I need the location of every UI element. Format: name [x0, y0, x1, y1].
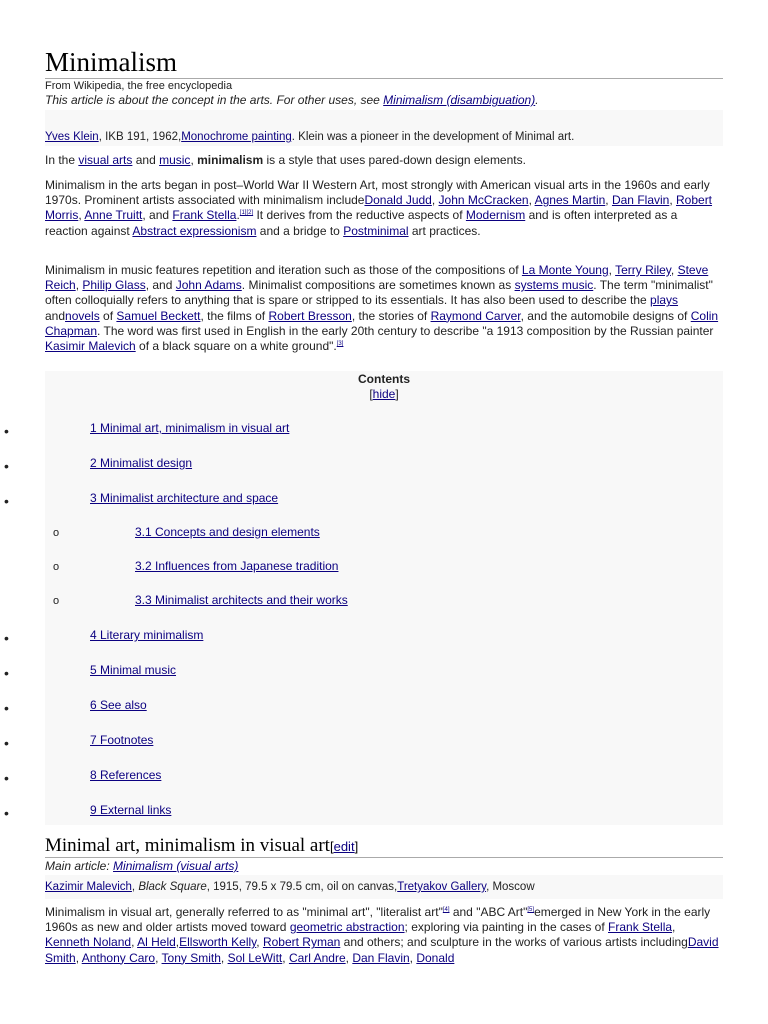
link-music[interactable]: music — [159, 153, 191, 167]
link-dan-flavin[interactable]: Dan Flavin — [611, 193, 670, 208]
hatnote-end: . — [535, 93, 539, 107]
link-anne-truitt[interactable]: Anne Truitt — [84, 208, 143, 223]
text: It derives from the reductive aspects of — [253, 208, 466, 223]
link-anthony-caro[interactable]: Anthony Caro — [81, 950, 156, 965]
toc-subitem[interactable]: 3.3 Minimalist architects and their works — [135, 593, 348, 607]
link-geometric-abstraction[interactable]: geometric abstraction — [289, 920, 405, 935]
text: is a style that uses pared-down design elements. — [263, 153, 526, 167]
image-caption — [45, 131, 574, 143]
text: and — [45, 308, 66, 323]
circle-bullet-icon: o — [53, 595, 60, 607]
caption-link-yves-klein[interactable]: Yves Klein — [45, 131, 99, 143]
link-samuel-beckett[interactable]: Samuel Beckett — [116, 308, 201, 323]
image-caption — [45, 881, 535, 893]
link-postminimal[interactable]: Postminimal — [343, 223, 409, 238]
toc-item[interactable]: 4 Literary minimalism — [90, 628, 204, 642]
link-la-monte-young[interactable]: La Monte Young — [521, 263, 609, 277]
bullet-icon: • — [4, 700, 9, 716]
link-visual-arts[interactable]: visual arts — [78, 153, 133, 167]
link-tony-smith[interactable]: Tony Smith — [161, 950, 221, 965]
link-dan-flavin[interactable]: Dan Flavin — [352, 950, 410, 965]
link-modernism[interactable]: Modernism — [465, 208, 526, 223]
main-article-label: Main article: — [45, 859, 114, 873]
text: of — [99, 308, 117, 323]
text: emerged in New York in the early 1960s as new and older artists moved toward — [45, 905, 711, 935]
citation-link[interactable]: [4] — [442, 907, 450, 913]
text: , — [131, 881, 139, 893]
link-abstract-expressionism[interactable]: Abstract expressionism — [132, 223, 257, 238]
text: and is often interpreted as a reaction against — [45, 208, 678, 238]
citation-link[interactable]: [5] — [527, 907, 535, 913]
link-terry-riley[interactable]: Terry Riley — [615, 263, 671, 277]
link-john-adams[interactable]: John Adams — [175, 278, 242, 293]
caption-link-monochrome[interactable]: Monochrome painting — [181, 131, 292, 143]
text: , Moscow — [486, 881, 535, 893]
link-sol-lewitt[interactable]: Sol LeWitt — [227, 950, 283, 965]
text: art practices. — [408, 223, 481, 238]
toc-hide-link[interactable]: hide — [372, 387, 396, 401]
bullet-icon: • — [4, 805, 9, 821]
intro-paragraph-3: Minimalism in music features repetition and iteration such as those of the compositions of La Monte Young, Terry Riley, Steve Reich, Philip Glass, and John Adams. Minimalist compositions are sometimes known as systems music. The term "minimalist" often colloquially refers to anything that is spare or stripped to its essentials. It has also been used to describe the plays andnovels of Samuel Beckett, the films of Robert Bresson, the stories of Raymond Carver, and the automobile designs of Colin Chapman. The word was first used in English in the early 20th century to describe "a 1913 composition by the Russian painter Kasimir Malevich of a black square on a white ground".[3] — [45, 263, 719, 354]
toc-item[interactable]: 7 Footnotes — [90, 733, 154, 747]
intro-paragraph-1 — [45, 153, 723, 168]
link-frank-stella[interactable]: Frank Stella — [172, 208, 237, 223]
bullet-icon: • — [4, 770, 9, 786]
text: Minimalism in the arts began in post–World War II Western Art, most strongly with American visual arts in the 1960s and early 1970s. Prominent artists associated with minimalism include — [45, 178, 710, 208]
link-agnes-martin[interactable]: Agnes Martin — [534, 193, 606, 208]
toc-hide-toggle: [hide] — [369, 387, 399, 401]
text: , the films of — [200, 308, 269, 323]
section-heading — [45, 834, 358, 859]
text: In the — [45, 153, 79, 167]
link-philip-glass[interactable]: Philip Glass — [82, 278, 146, 293]
link-plays[interactable]: plays — [650, 293, 679, 308]
toc-item[interactable]: 1 Minimal art, minimalism in visual art — [90, 421, 290, 435]
link-steve-reich[interactable]: Steve Reich — [45, 263, 709, 293]
toc-subitem[interactable]: 3.2 Influences from Japanese tradition — [135, 559, 339, 573]
text: , — [190, 153, 198, 167]
link-john-mccracken[interactable]: John McCracken — [438, 193, 529, 208]
caption-text: . Klein was a pioneer in the development of Minimal art. — [291, 131, 575, 143]
bold-term: minimalism — [197, 153, 264, 167]
text: ; exploring via painting in the cases of — [404, 920, 609, 935]
toc-item[interactable]: 2 Minimalist design — [90, 456, 193, 470]
text: Minimalism in music features repetition and iteration such as those of the compositions of — [45, 263, 522, 277]
toc-item[interactable]: 9 External links — [90, 803, 172, 817]
link-al-held[interactable]: Al Held — [137, 935, 176, 950]
text: and — [132, 153, 160, 167]
edit-link[interactable]: edit — [333, 839, 355, 854]
toc-item[interactable]: 8 References — [90, 768, 162, 782]
citation-link[interactable]: [3] — [336, 341, 344, 348]
link-carl-andre[interactable]: Carl Andre — [288, 950, 346, 965]
link-david-smith[interactable]: David Smith — [45, 935, 719, 965]
caption-link-tretyakov[interactable]: Tretyakov Gallery — [397, 881, 487, 893]
hatnote — [45, 93, 539, 107]
link-frank-stella[interactable]: Frank Stella — [608, 920, 673, 935]
artwork-title: Black Square — [138, 881, 207, 893]
bullet-icon: • — [4, 735, 9, 751]
text: , the stories of — [351, 308, 431, 323]
hatnote-text: This article is about the concept in the arts. For other uses, see — [45, 93, 384, 107]
bullet-icon: • — [4, 493, 9, 509]
link-ellsworth-kelly[interactable]: Ellsworth Kelly — [179, 935, 257, 950]
text: , and the automobile designs of — [520, 308, 691, 323]
site-subtitle: From Wikipedia, the free encyclopedia — [45, 80, 233, 92]
link-donald-judd[interactable]: Donald Judd — [364, 193, 432, 208]
link-kenneth-noland[interactable]: Kenneth Noland — [45, 935, 132, 950]
link-novels[interactable]: novels — [65, 308, 100, 323]
intro-paragraph-2: Minimalism in the arts began in post–World War II Western Art, most strongly with American visual arts in the 1960s and early 1970s. Prominent artists associated with minimalism includeDonald Judd, John McCracken, Agnes Martin, Dan Flavin, Robert Morris, Anne Truitt, and Frank Stella.[1][2] It derives from the reductive aspects of Modernism and is often interpreted as a reaction against Abstract expressionism and a bridge to Postminimal art practices. — [45, 178, 713, 238]
bullet-icon: • — [4, 423, 9, 439]
section-divider — [45, 857, 723, 858]
link-robert-ryman[interactable]: Robert Ryman — [262, 935, 341, 950]
disambiguation-link[interactable]: Minimalism (disambiguation) — [383, 93, 536, 107]
bullet-icon: • — [4, 458, 9, 474]
section-paragraph: Minimalism in visual art, generally referred to as "minimal art", "literalist art"[4] and "ABC Art"[5]emerged in New York in the early 1960s as new and older artists moved toward geometric abstraction; exploring via painting in the cases of Frank Stella, Kenneth Noland, Al Held,Ellsworth Kelly, Robert Ryman and others; and sculpture in the works of various artists includingDavid Smith, Anthony Caro, Tony Smith, Sol LeWitt, Carl Andre, Dan Flavin, Donald — [45, 905, 719, 965]
toc-title: Contents — [358, 372, 410, 386]
toc-subitem[interactable]: 3.1 Concepts and design elements — [135, 525, 320, 539]
text: , 1915, 79.5 x 79.5 cm, oil on canvas, — [206, 881, 398, 893]
text: and a bridge to — [256, 223, 344, 238]
title-divider — [45, 78, 723, 79]
link-donald[interactable]: Donald — [416, 950, 455, 965]
toc-item[interactable]: 5 Minimal music — [90, 663, 177, 677]
caption-link-kazimir-malevich[interactable]: Kazimir Malevich — [45, 881, 132, 893]
text: Minimalism in visual art, generally referred to as "minimal art", "literalist art" — [45, 905, 443, 919]
main-article-note — [45, 859, 238, 873]
text: . The word was first used in English in the early 20th century to describe "a 1913 composition by the Russian painter — [97, 323, 714, 338]
citation-link[interactable]: [1][2] — [239, 210, 254, 217]
link-systems-music[interactable]: systems music — [514, 278, 594, 293]
link-kasimir-malevich[interactable]: Kasimir Malevich — [45, 339, 136, 354]
text: and "ABC Art" — [449, 905, 528, 919]
main-article-link[interactable]: Minimalism (visual arts) — [113, 859, 239, 873]
section-heading-text: Minimal art, minimalism in visual art — [45, 835, 330, 856]
page-title: Minimalism — [45, 47, 178, 77]
caption-text: , IKB 191, 1962, — [98, 131, 182, 143]
toc-item[interactable]: 6 See also — [90, 698, 147, 712]
bullet-icon: • — [4, 630, 9, 646]
text: . Minimalist compositions are sometimes known as — [241, 278, 515, 293]
text: . The term "minimalist" often colloquially refers to anything that is spare or stripped to its essentials. It has also been used to describe the — [45, 278, 713, 308]
text: of a black square on a white ground". — [135, 339, 337, 354]
circle-bullet-icon: o — [53, 527, 60, 539]
link-colin-chapman[interactable]: Colin Chapman — [45, 308, 719, 338]
toc-item[interactable]: 3 Minimalist architecture and space — [90, 491, 279, 505]
link-robert-morris[interactable]: Robert Morris — [45, 193, 713, 223]
link-robert-bresson[interactable]: Robert Bresson — [268, 308, 352, 323]
edit-section: [edit] — [329, 839, 359, 854]
text: and others; and sculpture in the works of various artists including — [340, 935, 688, 950]
circle-bullet-icon: o — [53, 561, 60, 573]
bullet-icon: • — [4, 665, 9, 681]
link-raymond-carver[interactable]: Raymond Carver — [430, 308, 521, 323]
